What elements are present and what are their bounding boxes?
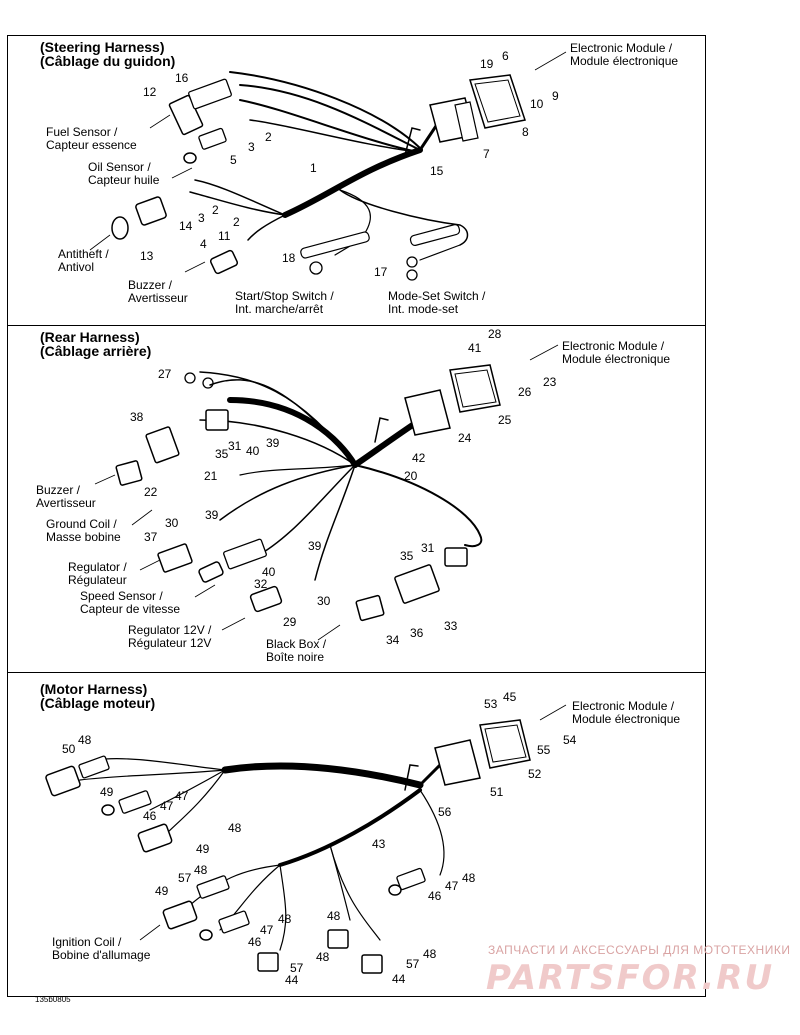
section-title-rear: (Rear Harness) [40, 329, 140, 345]
callout-number: 52 [528, 767, 542, 781]
label-fuel-sensor: Fuel Sensor / [46, 125, 118, 139]
callout-number: 53 [484, 697, 498, 711]
label-black-box: Black Box / [266, 637, 327, 651]
label-buzzer: Buzzer / [128, 278, 173, 292]
section-subtitle-rear: (Câblage arrière) [40, 343, 152, 359]
callout-number: 48 [194, 863, 208, 877]
callout-number: 17 [374, 265, 388, 279]
label-buzzer: Buzzer / [36, 483, 81, 497]
callout-number: 47 [175, 789, 189, 803]
label-antitheft: Antitheft / [58, 247, 109, 261]
callout-number: 31 [228, 439, 242, 453]
label-mode-set-switch: Mode-Set Switch / [388, 289, 486, 303]
callout-number: 29 [283, 615, 297, 629]
label-start-stop-switch: Start/Stop Switch / [235, 289, 334, 303]
callout-number: 39 [308, 539, 322, 553]
callout-number: 57 [406, 957, 420, 971]
callout-number: 25 [498, 413, 512, 427]
label-electronic-module-fr: Module électronique [562, 352, 671, 366]
label-regulator-12v-fr: Régulateur 12V [128, 636, 212, 650]
callout-number: 40 [246, 444, 260, 458]
label-antitheft-fr: Antivol [58, 260, 95, 274]
callout-number: 50 [62, 742, 76, 756]
callout-number: 15 [430, 164, 444, 178]
label-speed-sensor: Speed Sensor / [80, 589, 163, 603]
callout-number: 28 [488, 327, 502, 341]
callout-number: 49 [100, 785, 114, 799]
label-fuel-sensor-fr: Capteur essence [46, 138, 137, 152]
label-ground-coil-fr: Masse bobine [46, 530, 121, 544]
callout-number: 32 [254, 577, 268, 591]
callout-number: 39 [205, 508, 219, 522]
callout-number: 21 [204, 469, 218, 483]
label-oil-sensor-fr: Capteur huile [88, 173, 160, 187]
callout-number: 23 [543, 375, 557, 389]
label-regulator: Regulator / [68, 560, 127, 574]
callout-number: 22 [144, 485, 158, 499]
callout-number: 20 [404, 469, 418, 483]
watermark-text: ЗАПЧАСТИ И АКСЕССУАРЫ ДЛЯ МОТОТЕХНИКИ [488, 943, 791, 957]
section-title-motor: (Motor Harness) [40, 681, 148, 697]
callout-number: 1 [310, 161, 317, 175]
callout-number: 48 [423, 947, 437, 961]
callout-number: 30 [165, 516, 179, 530]
section-subtitle-steering: (Câblage du guidon) [40, 53, 176, 69]
label-electronic-module: Electronic Module / [562, 339, 665, 353]
callout-number: 40 [262, 565, 276, 579]
label-ignition-coil-fr: Bobine d'allumage [52, 948, 151, 962]
callout-number: 13 [140, 249, 154, 263]
label-regulator-12v: Regulator 12V / [128, 623, 212, 637]
callout-number: 2 [212, 203, 219, 217]
label-ignition-coil: Ignition Coil / [52, 935, 122, 949]
callout-number: 34 [386, 633, 400, 647]
label-black-box-fr: Boîte noire [266, 650, 325, 664]
callout-number: 12 [143, 85, 157, 99]
callout-number: 49 [155, 884, 169, 898]
callout-number: 2 [233, 215, 240, 229]
callout-number: 11 [218, 229, 231, 243]
callout-number: 46 [143, 809, 157, 823]
label-start-stop-switch-fr: Int. marche/arrêt [235, 302, 324, 316]
label-buzzer-fr: Avertisseur [128, 291, 188, 305]
callout-number: 5 [230, 153, 237, 167]
callout-number: 18 [282, 251, 296, 265]
callout-number: 41 [468, 341, 482, 355]
callout-number: 24 [458, 431, 472, 445]
callout-number: 35 [215, 447, 229, 461]
callout-number: 42 [412, 451, 426, 465]
label-ground-coil: Ground Coil / [46, 517, 117, 531]
callout-number: 44 [285, 973, 299, 987]
label-speed-sensor-fr: Capteur de vitesse [80, 602, 181, 616]
callout-number: 36 [410, 626, 424, 640]
callout-number: 35 [400, 549, 414, 563]
callout-number: 48 [316, 950, 330, 964]
callout-number: 39 [266, 436, 280, 450]
callout-number: 57 [290, 961, 304, 975]
callout-number: 9 [552, 89, 559, 103]
callout-number: 46 [248, 935, 262, 949]
callout-number: 33 [444, 619, 458, 633]
label-electronic-module-fr: Module électronique [570, 54, 679, 68]
label-electronic-module-fr: Module électronique [572, 712, 681, 726]
callout-number: 3 [248, 140, 255, 154]
callout-number: 19 [480, 57, 494, 71]
label-mode-set-switch-fr: Int. mode-set [388, 302, 459, 316]
callout-number: 49 [196, 842, 210, 856]
label-buzzer-fr: Avertisseur [36, 496, 96, 510]
callout-number: 3 [198, 211, 205, 225]
callout-number: 6 [502, 49, 509, 63]
figure-code: 135b0805 [35, 995, 71, 1004]
watermark-logo: PARTSFOR.RU [486, 958, 775, 998]
callout-number: 48 [327, 909, 341, 923]
callout-number: 38 [130, 410, 144, 424]
callout-number: 47 [260, 923, 274, 937]
callout-number: 30 [317, 594, 331, 608]
callout-number: 46 [428, 889, 442, 903]
callout-number: 47 [160, 799, 174, 813]
section-title-steering: (Steering Harness) [40, 39, 165, 55]
callout-number: 48 [462, 871, 476, 885]
callout-number: 16 [175, 71, 189, 85]
callout-number: 54 [563, 733, 577, 747]
section-subtitle-motor: (Câblage moteur) [40, 695, 156, 711]
callout-number: 14 [179, 219, 193, 233]
callout-number: 56 [438, 805, 452, 819]
callout-number: 43 [372, 837, 386, 851]
callout-number: 48 [228, 821, 242, 835]
callout-number: 48 [78, 733, 92, 747]
callout-number: 48 [278, 912, 292, 926]
callout-number: 45 [503, 690, 517, 704]
callout-number: 37 [144, 530, 158, 544]
callout-number: 8 [522, 125, 529, 139]
callout-number: 2 [265, 130, 272, 144]
label-electronic-module: Electronic Module / [572, 699, 675, 713]
callout-number: 10 [530, 97, 544, 111]
callout-number: 44 [392, 972, 406, 986]
callout-number: 47 [445, 879, 459, 893]
callout-number: 7 [483, 147, 490, 161]
label-oil-sensor: Oil Sensor / [88, 160, 151, 174]
callout-number: 57 [178, 871, 192, 885]
callout-number: 27 [158, 367, 172, 381]
callout-number: 51 [490, 785, 504, 799]
callout-number: 26 [518, 385, 532, 399]
label-regulator-fr: Régulateur [68, 573, 127, 587]
callout-number: 4 [200, 237, 207, 251]
callout-number: 31 [421, 541, 435, 555]
label-electronic-module: Electronic Module / [570, 41, 673, 55]
callout-number: 55 [537, 743, 551, 757]
